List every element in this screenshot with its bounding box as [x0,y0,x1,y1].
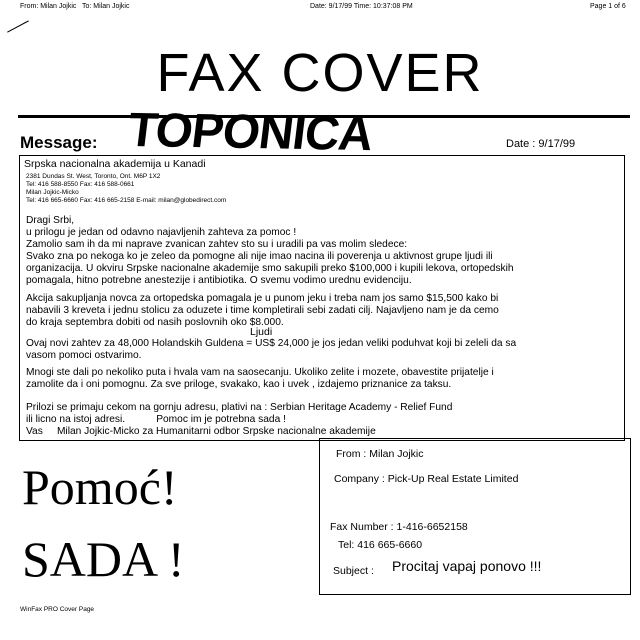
org-contact: Milan Jojkic-Micko [26,189,79,196]
body-line: vasom pomoci ostvarimo. [26,350,142,361]
body-line: Akcija sakupljanja novca za ortopedska pomagala je u punom jeku i treba nam jos samo $15,500 kako bi [26,293,499,304]
pomoc-heading: Pomoć! [22,459,178,515]
message-date: Date : 9/17/99 [506,138,576,150]
subject-label: Subject : [333,565,374,577]
footer-label: WinFax PRO Cover Page [20,606,95,613]
body-line: Svako zna po nekoga ko je zeleo da pomogne ali nije imao nacina ili poverenja u aktivnost grupe ljudi ili [26,251,493,262]
body-line: Zamolio sam ih da mi naprave zvanican zahtev sto su i uradili pa vas molim sledece: [26,239,408,250]
header-from: From: Milan Jojkic [20,3,77,10]
handwritten-note: Ljudi [250,326,273,338]
sada-heading: SADA ! [22,531,185,587]
subject-value: Procitaj vapaj ponovo !!! [392,558,542,574]
sender-company: Company : Pick-Up Real Estate Limited [334,473,519,485]
body-line: nabavili 3 kreveta i jednu stolicu za oduzete i time kompletirali sebi zadati cilj. Najavljeno nam je da cemo [26,305,499,316]
org-tel-fax: Tel: 416 588-8550 Fax: 416 588-0661 [26,181,135,188]
org-name: Srpska nacionalna akademija u Kanadi [24,158,206,170]
body-line: pomagala, hitno potrebne anestezije i antibiotika. O svemu vodimo urednu evidenciju. [26,275,412,286]
body-line: u prilogu je jedan od odavno najavljenih zahteva za pomoc ! [26,227,297,238]
body-line: zamolite da i oni pomognu. Za sve priloge, svakako, kao i uvek , izdajemo priznanice za taksu. [26,379,452,390]
sender-tel: Tel: 416 665-6660 [338,539,423,551]
fax-title: FAX COVER [156,43,484,103]
message-label: Message: [20,133,98,152]
header-to: To: Milan Jojkic [82,3,130,10]
header-page: Page 1 of 6 [590,3,626,10]
org-address: 2381 Dundas St. West, Toronto, Ont. M6P 1X2 [26,173,161,180]
sender-from: From : Milan Jojkic [336,448,424,460]
sender-fax: Fax Number : 1-416-6652158 [330,521,468,533]
body-line: do kraja septembra dobiti od nasih poslovnih oko $8.000. [26,317,284,328]
body-line: Prilozi se primaju cekom na gornju adresu, plativi na : Serbian Heritage Academy - Relief Fund [26,402,453,413]
org-contact-tel: Tel: 416 665-6660 Fax: 416 665-2158 E-mail: milan@globedirect.com [26,197,227,204]
body-line: organizacija. U okviru Srpske nacionalne akademije smo sakupili preko $100,000 i kupili lekova, ortopedskih [26,263,514,274]
body-line: Dragi Srbi, [26,215,75,226]
body-line: ili licno na istoj adresi. Pomoc im je potrebna sada ! [26,414,286,425]
handwritten-stamp: TOPONICA [124,103,376,162]
body-line: Vas Milan Jojkic-Micko za Humanitarni odbor Srpske nacionalne akademije [26,426,376,437]
header-datetime: Date: 9/17/99 Time: 10:37:08 PM [310,3,413,10]
body-line: Ovaj novi zahtev za 48,000 Holandskih Guldena = US$ 24,000 je jos jedan veliki poduhvat koji bi zeleli da sa [26,338,517,349]
body-line: Mnogi ste dali po nekoliko puta i hvala vam na saosecanju. Ukoliko zelite i mozete, obavestite prijatelje i [26,367,494,378]
pen-mark [7,20,29,32]
